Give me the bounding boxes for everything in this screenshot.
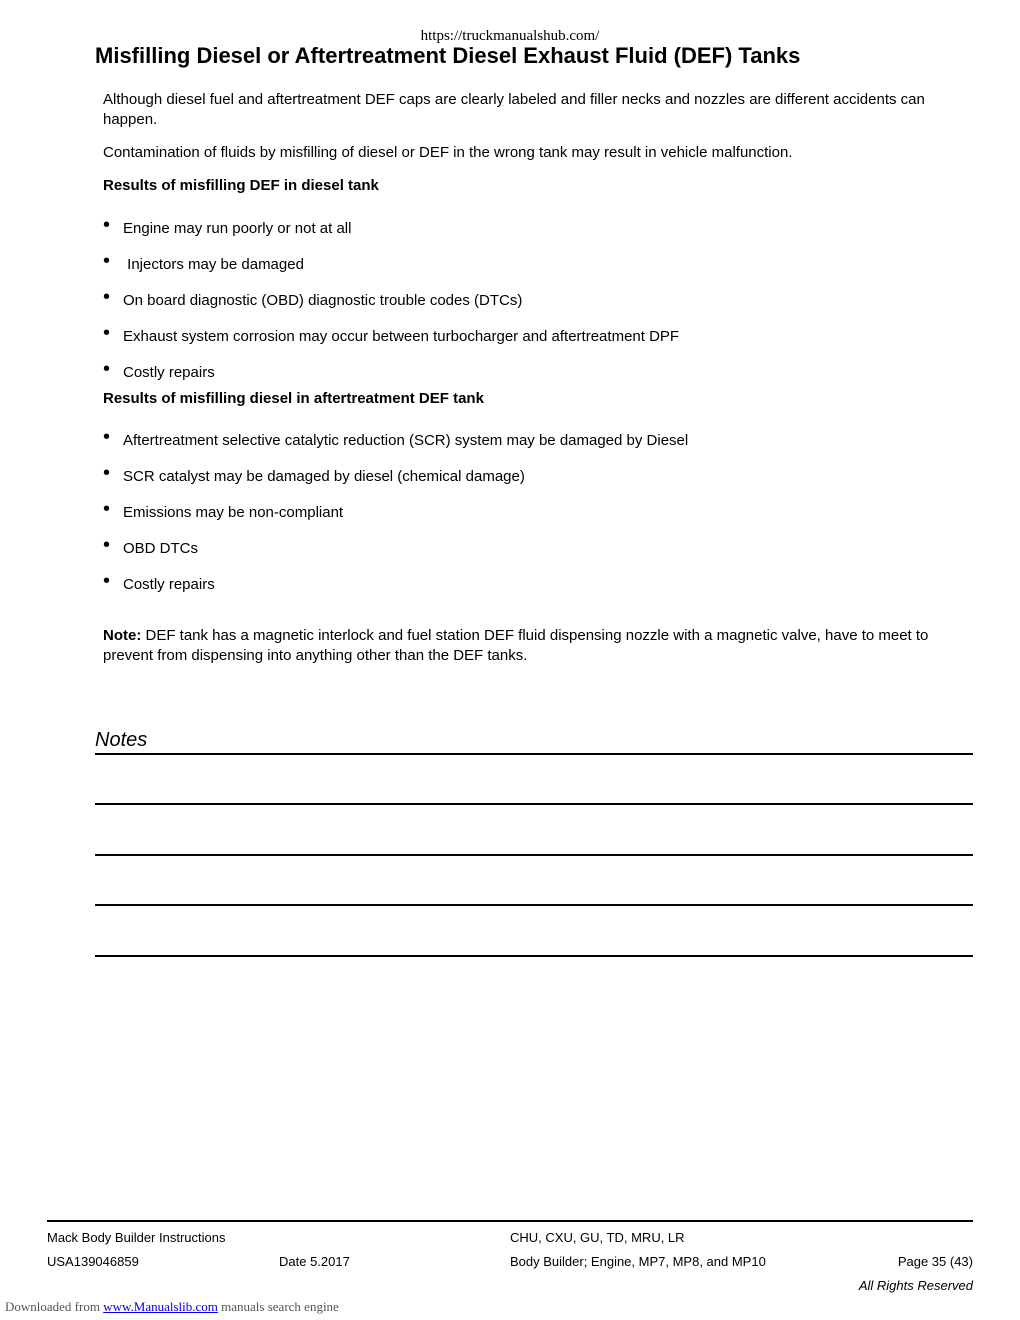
list-item: • SCR catalyst may be damaged by diesel (chemical damage) <box>103 462 525 485</box>
section1-list <box>103 214 973 399</box>
bullet-icon: • <box>103 250 111 272</box>
footer-doc-title: Mack Body Builder Instructions <box>47 1230 226 1245</box>
list-item: • Engine may run poorly or not at all <box>103 214 352 237</box>
note-text: DEF tank has a magnetic interlock and fuel station DEF fluid dispensing nozzle with a magnetic valve, have to meet to prevent from dispensing into anything other than the DEF tanks. <box>103 627 929 664</box>
page-title: Misfilling Diesel or Aftertreatment Diesel Exhaust Fluid (DEF) Tanks <box>95 43 801 68</box>
note-label: Note: <box>103 627 142 644</box>
intro-paragraph-1: Although diesel fuel and aftertreatment DEF caps are clearly labeled and filler necks and nozzles are different accidents can happen. <box>103 91 925 128</box>
footer-rights: All Rights Reserved <box>858 1278 973 1293</box>
manualslib-link[interactable]: www.Manualslib.com <box>103 1299 218 1314</box>
notes-line <box>95 955 973 957</box>
bullet-icon: • <box>103 426 111 448</box>
section2-list <box>103 426 973 611</box>
list-item: • Costly repairs <box>103 358 215 381</box>
list-item: • Emissions may be non-compliant <box>103 498 344 521</box>
list-item: • Costly repairs <box>103 570 215 593</box>
list-item: • Aftertreatment selective catalytic reduction (SCR) system may be damaged by Diesel <box>103 426 689 449</box>
section1-heading: Results of misfilling DEF in diesel tank <box>103 177 379 194</box>
bullet-icon: • <box>103 214 111 236</box>
notes-line <box>95 854 973 856</box>
footer-divider <box>47 1220 973 1222</box>
list-item: • OBD DTCs <box>103 534 198 557</box>
notes-title: Notes <box>95 729 148 751</box>
section2-heading: Results of misfilling diesel in aftertreatment DEF tank <box>103 390 484 407</box>
source-url: https://truckmanualshub.com/ <box>420 28 600 44</box>
download-banner <box>5 1299 339 1315</box>
list-item: • Exhaust system corrosion may occur between turbocharger and aftertreatment DPF <box>103 322 680 345</box>
notes-line <box>95 904 973 906</box>
bullet-icon: • <box>103 498 111 520</box>
footer-models: CHU, CXU, GU, TD, MRU, LR <box>510 1230 685 1245</box>
download-prefix: Downloaded from <box>5 1299 104 1314</box>
footer-date: Date 5.2017 <box>279 1254 350 1269</box>
notes-line <box>95 753 973 755</box>
list-item: • Injectors may be damaged <box>103 250 304 273</box>
bullet-icon: • <box>103 534 111 556</box>
bullet-icon: • <box>103 462 111 484</box>
list-item: • On board diagnostic (OBD) diagnostic trouble codes (DTCs) <box>103 286 523 309</box>
bullet-icon: • <box>103 358 111 380</box>
footer-doc-number: USA139046859 <box>47 1254 139 1269</box>
download-suffix: manuals search engine <box>217 1299 339 1314</box>
notes-line <box>95 803 973 805</box>
footer-page-number: Page 35 (43) <box>897 1254 973 1269</box>
note-paragraph <box>103 626 973 666</box>
bullet-icon: • <box>103 322 111 344</box>
bullet-icon: • <box>103 286 111 308</box>
footer-subject: Body Builder; Engine, MP7, MP8, and MP10 <box>510 1254 766 1269</box>
intro-paragraph-2: Contamination of fluids by misfilling of diesel or DEF in the wrong tank may result in vehicle malfunction. <box>103 144 793 161</box>
bullet-icon: • <box>103 570 111 592</box>
